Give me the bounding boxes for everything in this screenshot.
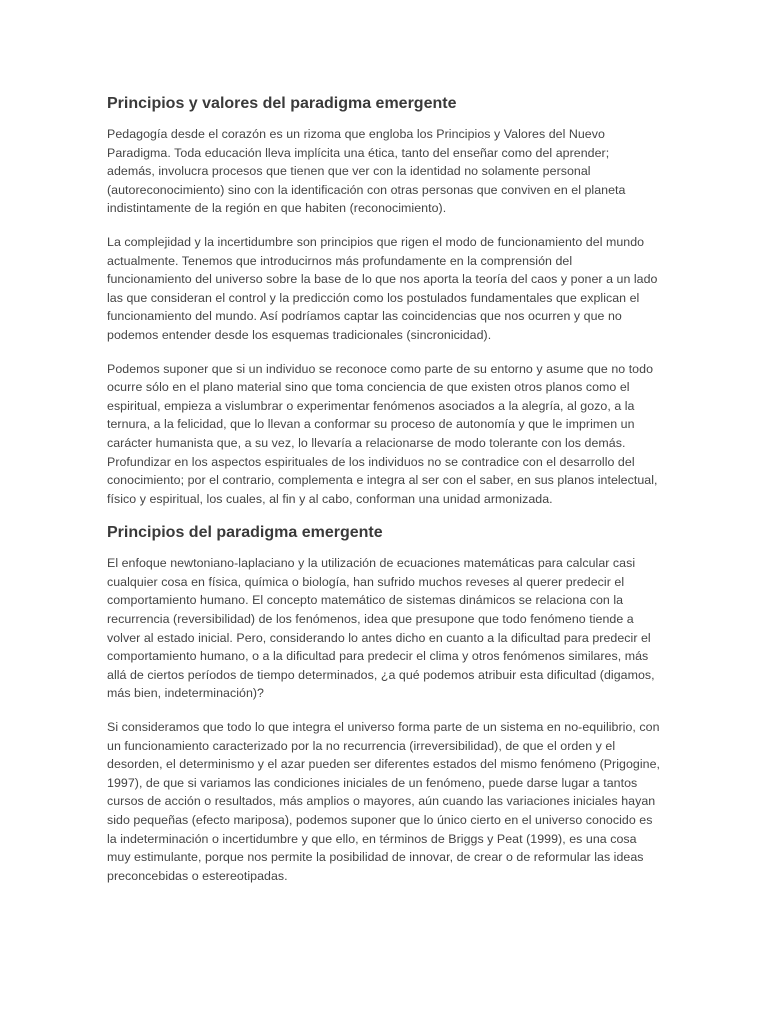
text-line: desorden, el determinismo y el azar pueden ser diferentes estados del mismo fenómeno (Prigogine,	[107, 757, 661, 772]
text-line: La complejidad y la incertidumbre son principios que rigen el modo de funcionamiento del mundo	[107, 234, 645, 249]
text-line: carácter humanista que, a su vez, lo llevaría a relacionarse de modo tolerante con los demás.	[107, 435, 626, 450]
paragraph	[107, 233, 708, 345]
section-heading: Principios del paradigma emergente	[107, 524, 383, 542]
text-line: preconcebidas o estereotipadas.	[107, 868, 288, 883]
text-line: espiritual, empieza a vislumbrar o experimentar fenómenos asociados a la alegría, al gozo, a la	[107, 398, 635, 413]
text-line: comportamiento humano. El concepto matemático de sistemas dinámicos se relaciona con la	[107, 593, 624, 608]
text-line: más bien, indeterminación)?	[107, 686, 265, 701]
text-line: indistintamente de la región en que habiten (reconocimiento).	[107, 201, 447, 216]
text-line: (autoreconocimiento) sino con la identificación con otras personas que conviven en el planeta	[107, 182, 626, 197]
text-line: un funcionamiento caracterizado por la no recurrencia (irreversibilidad), de que el orden y el	[107, 738, 616, 753]
text-line: cursos de acción o resultados, más amplios o mayores, aún cuando las variaciones iniciales hayan	[107, 794, 656, 809]
text-line: actualmente. Tenemos que introducirnos más profundamente en la comprensión del	[107, 253, 573, 268]
text-line: la indeterminación o incertidumbre y que ello, en términos de Briggs y Peat (1999), es una cosa	[107, 831, 637, 846]
text-line: allá de ciertos períodos de tiempo determinados, ¿a qué podemos atribuir esta dificultad (digamos,	[107, 667, 655, 682]
text-line: podemos entender desde los esquemas tradicionales (sincronicidad).	[107, 327, 492, 342]
text-line: ocurre sólo en el plano material sino que toma conciencia de que existen otros planos como el	[107, 380, 630, 395]
paragraph	[107, 125, 708, 218]
text-line: recurrencia (reversibilidad) de los fenómenos, idea que presupone que todo fenómeno tiende a	[107, 612, 634, 627]
text-line: Pedagogía desde el corazón es un rizoma que engloba los Principios y Valores del Nuevo	[107, 127, 605, 141]
section-heading: Principios y valores del paradigma emergente	[107, 95, 457, 112]
text-line: volver al estado inicial. Pero, considerando lo antes dicho en cuanto a la dificultad para predecir el	[107, 630, 651, 645]
text-line: muy estimulante, porque nos permite la posibilidad de innovar, de crear o de reformular las ideas	[107, 850, 644, 865]
text-line: Profundizar en los aspectos espirituales de los individuos no se contradice con el desarrollo del	[107, 454, 635, 469]
text-line: El enfoque newtoniano-laplaciano y la utilización de ecuaciones matemáticas para calcular casi	[107, 556, 636, 571]
text-line: cualquier cosa en física, química o biología, han sufrido muchos reveses al querer predecir el	[107, 574, 625, 589]
text-line: sido pequeñas (efecto mariposa), podemos suponer que lo único cierto en el universo conocido es	[107, 813, 653, 827]
text-line: comportamiento humano, o a la dificultad para predecir el clima y otros fenómenos similares, más	[107, 649, 649, 664]
paragraph	[107, 718, 708, 885]
text-line: Si consideramos que todo lo que integra el universo forma parte de un sistema en no-equilibrio, con	[107, 720, 660, 735]
text-line: funcionamiento del universo sobre la base de lo que nos aporta la teoría del caos y poner a un lado	[107, 272, 658, 287]
paragraph	[107, 554, 708, 703]
text-line: Podemos suponer que si un individuo se reconoce como parte de su entorno y asume que no todo	[107, 361, 654, 376]
text-line: las que consideran el control y la predicción como los postulados fundamentales que explican el	[107, 290, 640, 305]
text-line: conocimiento; por el contrario, complementa e integra al ser con el saber, en sus planos intelectual,	[107, 473, 658, 488]
paragraph	[107, 360, 708, 509]
text-line: funcionamiento del mundo. Así podríamos captar las coincidencias que nos ocurren y que no	[107, 309, 622, 324]
text-line: Paradigma. Toda educación lleva implícita una ética, tanto del enseñar como del aprender;	[107, 145, 610, 160]
text-line: 1997), de que si variamos las condiciones iniciales de un fenómeno, puede darse lugar a tantos	[107, 775, 638, 790]
text-line: físico y espiritual, los cuales, al fin y al cabo, conforman una unidad armonizada.	[107, 491, 553, 506]
text-line: ternura, a la felicidad, que lo llevan a conformar su proceso de autonomía y que le imprimen un	[107, 417, 635, 432]
text-line: además, involucra procesos que tienen que ver con la identidad no solamente personal	[107, 164, 591, 179]
